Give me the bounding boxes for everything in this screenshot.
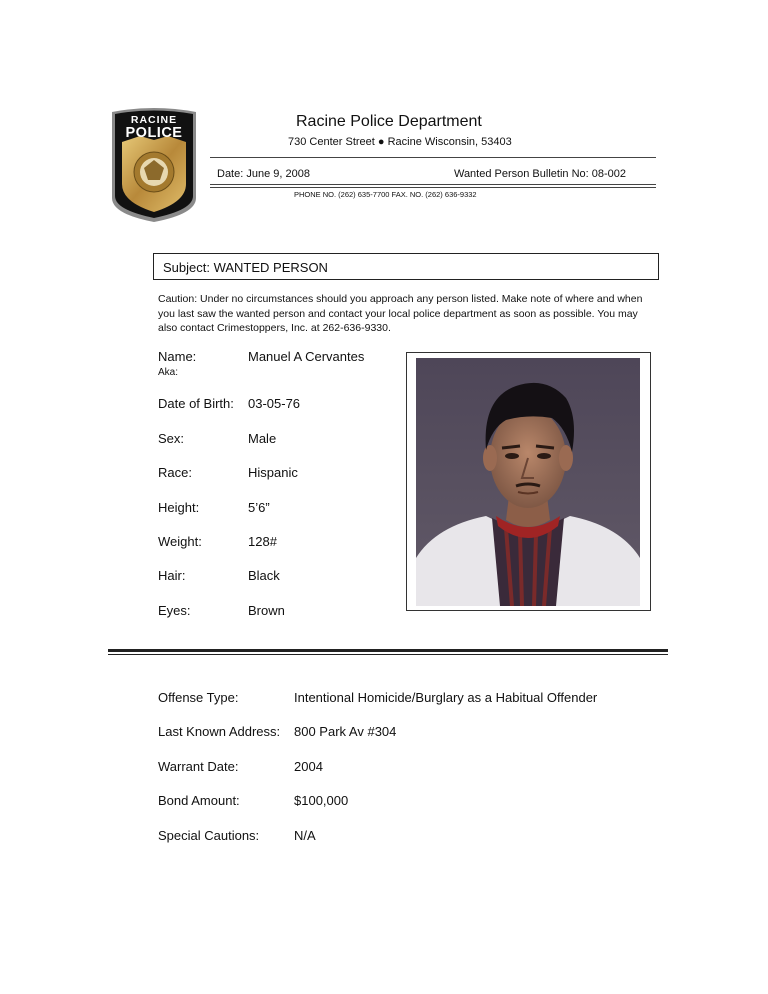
phone-fax: PHONE NO. (262) 635-7700 FAX. NO. (262) 636-9332 (294, 190, 477, 199)
dob-label: Date of Birth: (158, 396, 234, 411)
header-rule-bottom-1 (210, 184, 656, 185)
bond-amount-label: Bond Amount: (158, 793, 240, 808)
aka-label: Aka: (158, 367, 179, 378)
header-rule-bottom-2 (210, 187, 656, 188)
subject-box (153, 253, 659, 280)
last-address-value: 800 Park Av #304 (294, 724, 397, 739)
dob-value: 03-05-76 (248, 396, 301, 411)
height-label: Height: (158, 500, 200, 515)
section-divider-2 (108, 654, 668, 655)
special-cautions-value: N/A (294, 828, 316, 843)
hair-label: Hair: (158, 568, 186, 583)
offense-type-label: Offense Type: (158, 690, 239, 705)
badge-text-racine: RACINE (130, 114, 178, 126)
warrant-date-value: 2004 (294, 759, 323, 774)
sex-value: Male (248, 431, 277, 446)
offense-type-value: Intentional Homicide/Burglary as a Habitual Offender (294, 690, 598, 705)
weight-label: Weight: (158, 534, 202, 549)
warrant-date-label: Warrant Date: (158, 759, 239, 774)
header-rule-top (210, 157, 656, 158)
eyes-value: Brown (248, 603, 285, 618)
bulletin-date: Date: June 9, 2008 (217, 168, 310, 180)
name-value: Manuel A Cervantes (248, 349, 365, 364)
name-label: Name: (158, 349, 197, 364)
subject-text: Subject: WANTED PERSON (163, 260, 328, 275)
special-cautions-label: Special Cautions: (158, 828, 260, 843)
mugshot-photo (416, 358, 640, 606)
bond-amount-value: $100,000 (294, 793, 349, 808)
weight-value: 128# (248, 534, 277, 549)
race-label: Race: (158, 465, 192, 480)
section-divider-1 (108, 649, 668, 652)
race-value: Hispanic (248, 465, 298, 480)
badge-text-police: POLICE (125, 125, 183, 141)
last-address-label: Last Known Address: (158, 724, 281, 739)
department-name: Racine Police Department (296, 113, 482, 130)
height-value: 5’6” (248, 500, 270, 515)
eyes-label: Eyes: (158, 603, 191, 618)
department-address: 730 Center Street ● Racine Wisconsin, 53403 (288, 136, 512, 148)
hair-value: Black (248, 568, 280, 583)
caution-text: Caution: Under no circumstances should you approach any person listed. Make note of where and when you last saw the wanted person and contact your local police department as soon as possible. You may also contact Crimestoppers, Inc. at 262-636-9330. (158, 293, 643, 334)
bulletin-number: Wanted Person Bulletin No: 08-002 (453, 168, 626, 180)
sex-label: Sex: (158, 431, 185, 446)
